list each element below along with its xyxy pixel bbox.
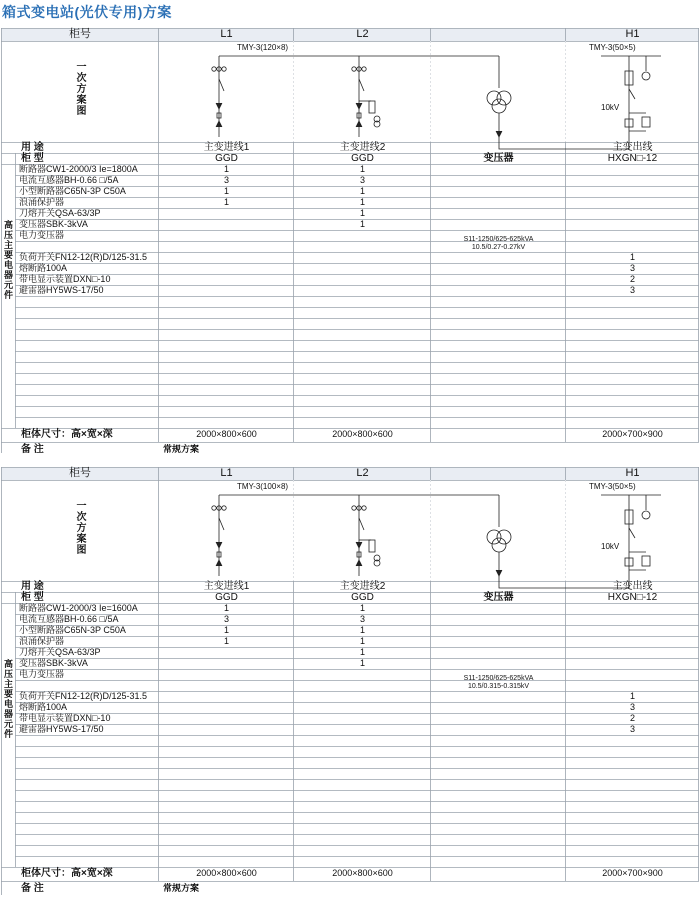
component-qty: 3 bbox=[223, 614, 229, 624]
component-name: 电流互感器BH-0.66 □/5A bbox=[19, 614, 119, 624]
component-name: 断路器CW1-2000/3 Ie=1600A bbox=[19, 603, 138, 613]
usage-cell: 主变进线1 bbox=[203, 142, 250, 153]
model-cell: HXGN□-12 bbox=[607, 592, 658, 603]
page-title: 箱式变电站(光伏专用)方案 bbox=[2, 4, 172, 20]
header-col-l1: L1 bbox=[220, 28, 233, 40]
usage-label: 用 途 bbox=[21, 581, 44, 592]
component-name: 避雷器HY5WS-17/50 bbox=[19, 285, 104, 295]
usage-label: 用 途 bbox=[21, 142, 44, 153]
component-name: 断路器CW1-2000/3 Ie=1800A bbox=[19, 164, 138, 174]
component-qty: 1 bbox=[359, 636, 365, 646]
component-qty: 1 bbox=[223, 164, 229, 174]
component-name: 刀熔开关QSA-63/3P bbox=[19, 647, 101, 657]
component-qty: 1 bbox=[223, 625, 229, 635]
cabinet-no-label: 柜号 bbox=[69, 28, 91, 40]
model-cell: 变压器 bbox=[483, 153, 514, 164]
component-qty: 1 bbox=[359, 208, 365, 218]
one-line-diagram bbox=[212, 56, 661, 149]
busbar-left-label: TMY-3(120×8) bbox=[237, 43, 289, 52]
note-value: 常规方案 bbox=[163, 883, 200, 893]
component-name: 负荷开关FN12-12(R)D/125-31.5 bbox=[19, 252, 148, 262]
component-qty: 3 bbox=[359, 175, 365, 185]
size-cell: 2000×800×600 bbox=[196, 429, 257, 439]
component-qty: 2 bbox=[629, 274, 635, 284]
note-label: 备 注 bbox=[21, 444, 44, 455]
size-cell: 2000×800×600 bbox=[196, 868, 257, 878]
model-label: 柜 型 bbox=[21, 592, 44, 603]
component-name: 电力变压器 bbox=[19, 669, 65, 679]
component-qty: 3 bbox=[629, 263, 635, 273]
busbar-right-label: TMY-3(50×5) bbox=[589, 43, 636, 52]
component-qty: 1 bbox=[359, 625, 365, 635]
size-cell: 2000×800×600 bbox=[332, 868, 393, 878]
header-col-l2: L2 bbox=[356, 28, 369, 40]
component-name: 变压器SBK-3kVA bbox=[19, 658, 88, 668]
note-label: 备 注 bbox=[21, 883, 44, 894]
transformer-spec-line-1: S11-1250/625-625kVA bbox=[463, 675, 534, 682]
component-qty: 3 bbox=[629, 702, 635, 712]
size-label: 柜体尺寸：高×宽×深 bbox=[21, 868, 113, 879]
transformer-spec-line-2: 10.5/0.315-0.315kV bbox=[467, 683, 530, 690]
component-name: 负荷开关FN12-12(R)D/125-31.5 bbox=[19, 691, 148, 701]
one-line-diagram bbox=[212, 495, 661, 588]
component-group-label: 高压主要电器元件 bbox=[3, 220, 13, 300]
component-qty: 1 bbox=[359, 186, 365, 196]
component-name: 小型断路器C65N-3P C50A bbox=[19, 625, 126, 635]
component-qty: 1 bbox=[359, 647, 365, 657]
usage-cell: 主变进线2 bbox=[339, 142, 386, 153]
usage-cell: 主变出线 bbox=[612, 581, 653, 592]
component-qty: 1 bbox=[629, 691, 635, 701]
component-qty: 2 bbox=[629, 713, 635, 723]
model-cell: GGD bbox=[351, 592, 374, 603]
size-cell: 2000×700×900 bbox=[602, 868, 663, 878]
component-qty: 1 bbox=[223, 186, 229, 196]
component-name: 浪涌保护器 bbox=[19, 636, 65, 646]
component-qty: 1 bbox=[359, 658, 365, 668]
scheme-sheet-1 bbox=[1, 28, 699, 453]
size-cell: 2000×800×600 bbox=[332, 429, 393, 439]
component-qty: 3 bbox=[629, 285, 635, 295]
component-qty: 3 bbox=[629, 724, 635, 734]
scheme-label: 一次方案图 bbox=[74, 61, 85, 116]
usage-cell: 主变出线 bbox=[612, 142, 653, 153]
transformer-spec-line-2: 10.5/0.27-0.27kV bbox=[471, 244, 526, 251]
note-value: 常规方案 bbox=[163, 444, 200, 454]
busbar-left-label: TMY-3(100×8) bbox=[237, 482, 289, 491]
component-name: 熔断路100A bbox=[19, 263, 68, 273]
component-name: 电力变压器 bbox=[19, 230, 65, 240]
transformer-spec bbox=[431, 675, 566, 691]
scheme-label: 一次方案图 bbox=[74, 500, 85, 555]
model-label: 柜 型 bbox=[21, 153, 44, 164]
usage-cell: 主变进线1 bbox=[203, 581, 250, 592]
scheme-sheet-2 bbox=[1, 467, 699, 895]
component-qty: 3 bbox=[223, 175, 229, 185]
component-qty: 1 bbox=[359, 197, 365, 207]
component-qty: 3 bbox=[359, 614, 365, 624]
voltage-label: 10kV bbox=[601, 542, 620, 551]
component-qty: 1 bbox=[223, 603, 229, 613]
header-col-l2: L2 bbox=[356, 467, 369, 479]
component-name: 避雷器HY5WS-17/50 bbox=[19, 724, 104, 734]
table-grid bbox=[1, 467, 699, 895]
transformer-spec-line-1: S11-1250/625-625kVA bbox=[463, 236, 534, 243]
model-cell: GGD bbox=[215, 592, 238, 603]
usage-cell: 主变进线2 bbox=[339, 581, 386, 592]
component-group-label: 高压主要电器元件 bbox=[3, 659, 13, 739]
model-cell: GGD bbox=[351, 153, 374, 164]
busbar-right-label: TMY-3(50×5) bbox=[589, 482, 636, 491]
component-qty: 1 bbox=[359, 219, 365, 229]
component-name: 浪涌保护器 bbox=[19, 197, 65, 207]
header-col-h1: H1 bbox=[625, 28, 640, 40]
size-label: 柜体尺寸：高×宽×深 bbox=[21, 429, 113, 440]
model-cell: 变压器 bbox=[483, 592, 514, 603]
cabinet-no-label: 柜号 bbox=[69, 467, 91, 479]
component-qty: 1 bbox=[223, 197, 229, 207]
component-name: 电流互感器BH-0.66 □/5A bbox=[19, 175, 119, 185]
component-name: 刀熔开关QSA-63/3P bbox=[19, 208, 101, 218]
component-name: 熔断路100A bbox=[19, 702, 68, 712]
model-cell: HXGN□-12 bbox=[607, 153, 658, 164]
component-name: 带电显示装置DXN□-10 bbox=[19, 274, 111, 284]
component-qty: 1 bbox=[359, 164, 365, 174]
size-cell: 2000×700×900 bbox=[602, 429, 663, 439]
model-cell: GGD bbox=[215, 153, 238, 164]
header-col-l1: L1 bbox=[220, 467, 233, 479]
component-name: 带电显示装置DXN□-10 bbox=[19, 713, 111, 723]
voltage-label: 10kV bbox=[601, 103, 620, 112]
component-name: 小型断路器C65N-3P C50A bbox=[19, 186, 126, 196]
component-qty: 1 bbox=[223, 636, 229, 646]
header-col-h1: H1 bbox=[625, 467, 640, 479]
component-qty: 1 bbox=[629, 252, 635, 262]
transformer-spec bbox=[431, 236, 566, 252]
component-qty: 1 bbox=[359, 603, 365, 613]
component-name: 变压器SBK-3kVA bbox=[19, 219, 88, 229]
